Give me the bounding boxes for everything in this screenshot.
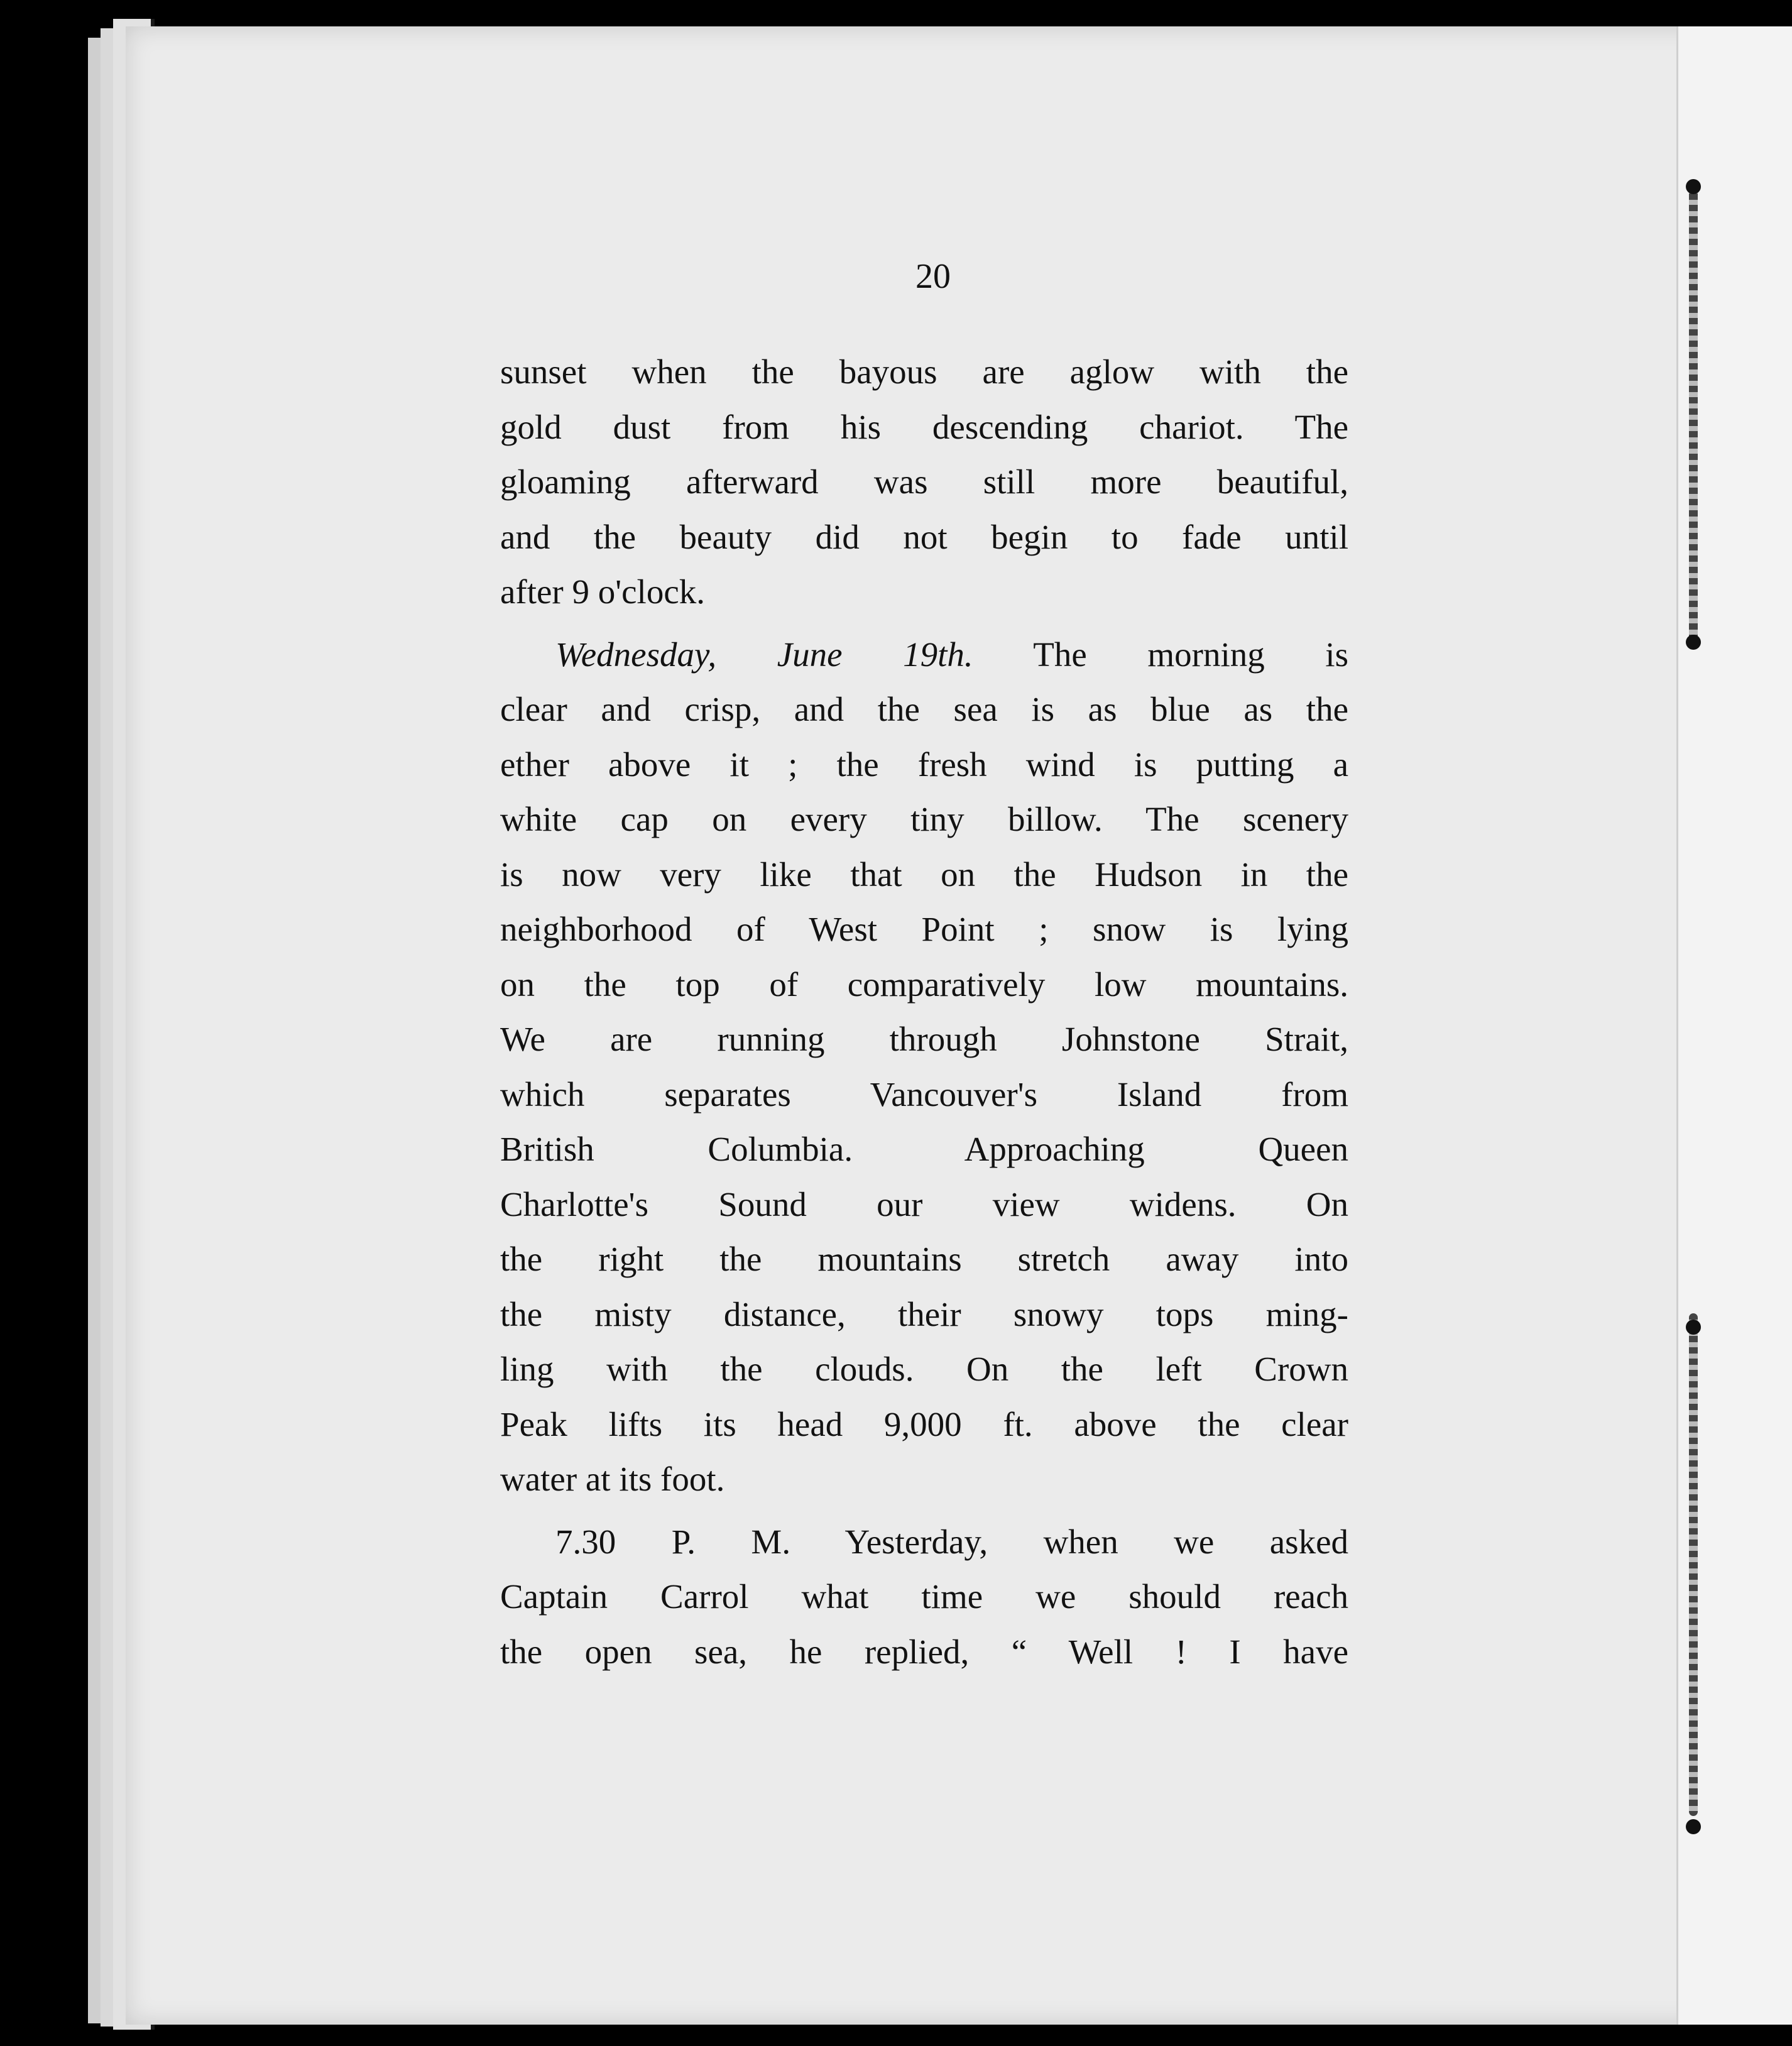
text-line: gloaming afterward was still more beautiful, bbox=[500, 462, 1348, 501]
text-line: which separates Vancouver's Island from bbox=[500, 1075, 1348, 1113]
binding-thread-upper bbox=[1689, 182, 1698, 647]
text-line: Charlotte's Sound our view widens. On bbox=[500, 1184, 1348, 1223]
text-fragment: The morning is bbox=[973, 635, 1348, 674]
text-line: sunset when the bayous are aglow with the bbox=[500, 353, 1348, 391]
binding-knot bbox=[1686, 1320, 1701, 1335]
text-line: British Columbia. Approaching Queen bbox=[500, 1130, 1348, 1168]
text-line: gold dust from his descending chariot. The bbox=[500, 407, 1348, 446]
text-line: is now very like that on the Hudson in the bbox=[500, 855, 1348, 894]
text-line: clear and crisp, and the sea is as blue as the bbox=[500, 690, 1348, 728]
text-line: We are running through Johnstone Strait, bbox=[500, 1020, 1348, 1058]
date-heading: Wednesday, June 19th. bbox=[555, 635, 973, 674]
binding-knot bbox=[1686, 179, 1701, 194]
text-line: ether above it ; the fresh wind is putting a bbox=[500, 745, 1348, 784]
text-line: the open sea, he replied, “ Well ! I have bbox=[500, 1632, 1348, 1671]
text-line: 7.30 P. M. Yesterday, when we asked bbox=[555, 1522, 1348, 1561]
binding-knot bbox=[1686, 635, 1701, 650]
text-line: Captain Carrol what time we should reach bbox=[500, 1577, 1348, 1616]
text-line: white cap on every tiny billow. The scenery bbox=[500, 800, 1348, 838]
paragraph-gap bbox=[500, 620, 1348, 627]
text-line: neighborhood of West Point ; snow is lying bbox=[500, 910, 1348, 948]
text-line: on the top of comparatively low mountains. bbox=[500, 965, 1348, 1004]
text-line: and the beauty did not begin to fade until bbox=[500, 517, 1348, 556]
text-line: Peak lifts its head 9,000 ft. above the clear bbox=[500, 1404, 1348, 1443]
paragraph-gap bbox=[500, 1507, 1348, 1514]
text-line: water at its foot. bbox=[500, 1460, 725, 1498]
body-text bbox=[500, 344, 1348, 1679]
text-line: after 9 o'clock. bbox=[500, 572, 705, 611]
page-number: 20 bbox=[915, 257, 951, 296]
binding-thread-lower bbox=[1689, 1313, 1698, 1816]
text-line bbox=[500, 627, 1348, 682]
binding-knot bbox=[1686, 1819, 1701, 1834]
text-line: ling with the clouds. On the left Crown bbox=[500, 1350, 1348, 1388]
text-line: the misty distance, their snowy tops ming- bbox=[500, 1294, 1348, 1333]
text-line: the right the mountains stretch away into bbox=[500, 1240, 1348, 1278]
